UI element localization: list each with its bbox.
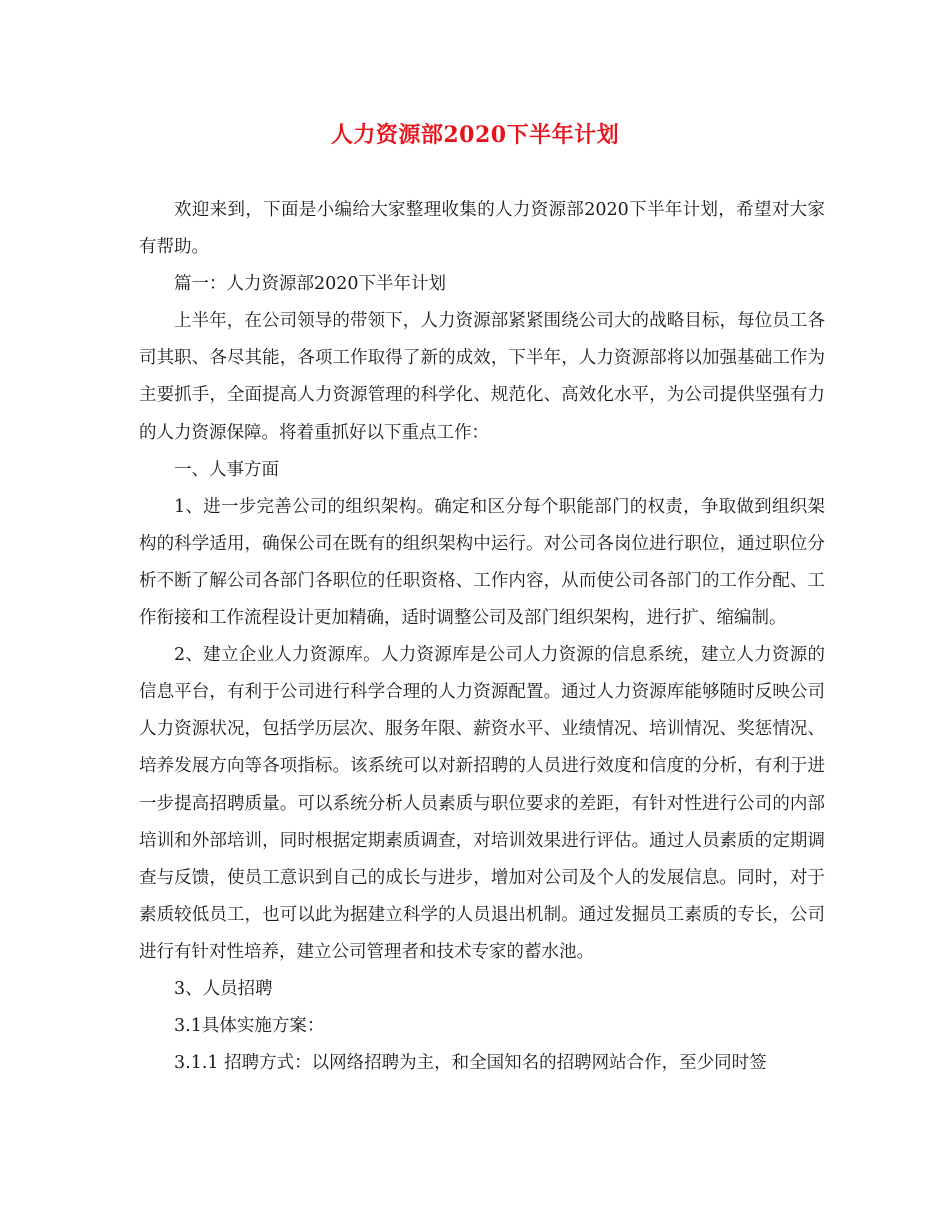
paragraph-hr-database: 2、建立企业人力资源库。人力资源库是公司人力资源的信息系统，建立人力资源的信息平台，有利于公司进行科学合理的人力资源配置。通过人力资源库能够随时反映公司人力资源状况，包括学历层次、服务年限、薪资水平、业绩情况、培训情况、奖惩情况、培养发展方向等各项指标。该系统可以对新招聘的人员进行效度和信度的分析，有利于进一步提高招聘质量。可以系统分析人员素质与职位要求的差距，有针对性进行公司的内部培训和外部培训，同时根据定期素质调查，对培训效果进行评估。通过人员素质的定期调查与反馈，使员工意识到自己的成长与进步，增加对公司及个人的发展信息。同时，对于素质较低员工，也可以此为据建立科学的人员退出机制。通过发掘员工素质的专长，公司进行有针对性培养，建立公司管理者和技术专家的蓄水池。 <box>139 645 825 962</box>
paragraph-plan-heading: 3.1具体实施方案： <box>174 1016 325 1037</box>
paragraph-org-structure: 1、进一步完善公司的组织架构。确定和区分每个职能部门的权责，争取做到组织架构的科学适用，确保公司在既有的组织架构中运行。对公司各岗位进行职位，通过职位分析不断了解公司各部门各职位的任职资格、工作内容，从而使公司各部门的工作分配、工作衔接和工作流程设计更加精确，适时调整公司及部门组织架构，进行扩、缩编制。 <box>139 496 825 629</box>
document-title: 人力资源部2020下半年计划 <box>330 122 620 148</box>
paragraph-overview: 上半年，在公司领导的带领下，人力资源部紧紧围绕公司大的战略目标，每位员工各司其职、各尽其能，各项工作取得了新的成效，下半年，人力资源部将以加强基础工作为主要抓手，全面提高人力资源管理的科学化、规范化、高效化水平，为公司提供坚强有力的人力资源保障。将着重抓好以下重点工作： <box>139 311 825 443</box>
paragraph-section-heading: 篇一：人力资源部2020下半年计划 <box>174 274 447 295</box>
paragraph-intro: 欢迎来到，下面是小编给大家整理收集的人力资源部2020下半年计划，希望对大家有帮助。 <box>139 200 825 258</box>
paragraph-recruit-method: 3.1.1 招聘方式：以网络招聘为主，和全国知名的招聘网站合作，至少同时签 <box>174 1053 767 1074</box>
paragraph-heading-recruitment: 3、人员招聘 <box>174 978 273 999</box>
document-body <box>139 192 825 1082</box>
paragraph-heading-personnel: 一、人事方面 <box>174 459 279 480</box>
